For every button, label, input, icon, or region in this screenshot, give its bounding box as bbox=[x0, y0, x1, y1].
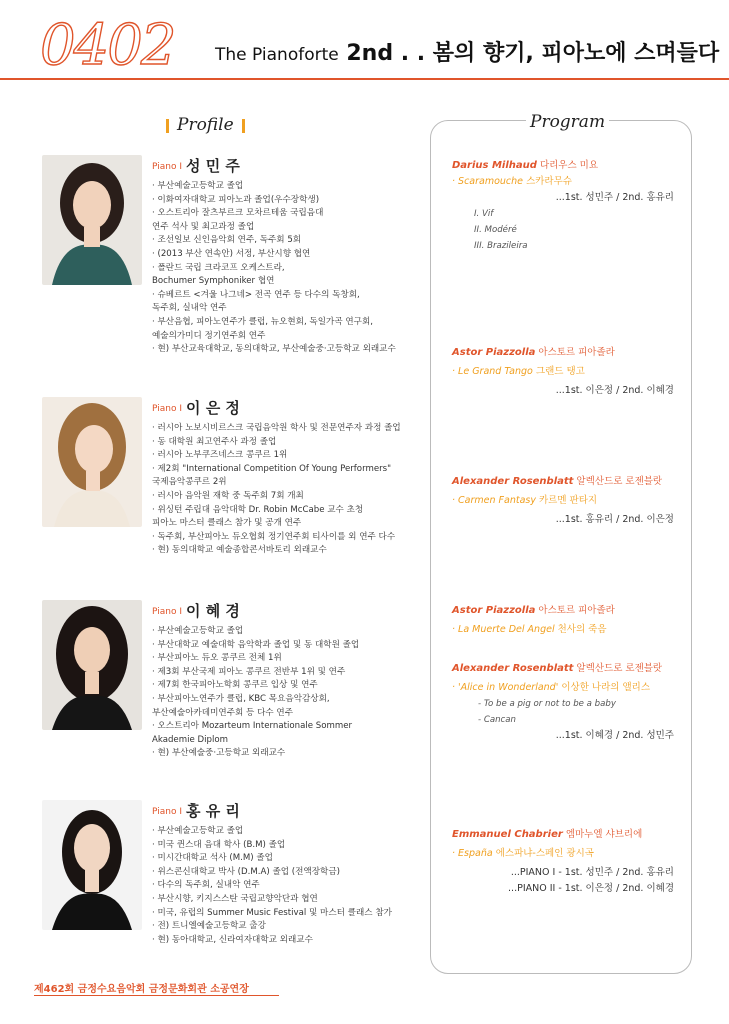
program-item-5 bbox=[452, 661, 692, 744]
composer-name: Darius Milhaud bbox=[452, 160, 537, 171]
composer bbox=[452, 603, 692, 619]
profile-card-1 bbox=[42, 155, 427, 355]
title-english: The Pianoforte bbox=[215, 45, 339, 65]
bio-item: 국제음악콩쿠르 2위 bbox=[152, 477, 227, 488]
movement: II. Modéré bbox=[474, 225, 517, 235]
composer bbox=[452, 827, 692, 843]
composer-name-ko: 아스토르 피아졸라 bbox=[538, 605, 615, 616]
composer-name: Emmanuel Chabrier bbox=[452, 829, 563, 840]
profile-card-4 bbox=[42, 800, 427, 950]
footer-divider bbox=[34, 995, 279, 996]
performers: ...PIANO I - 1st. 성민주 / 2nd. 홍유리 bbox=[510, 867, 674, 878]
name-text: 성 민 주 bbox=[185, 157, 240, 175]
bio-item: · 현) 동의대학교 예술종합콘서바토리 외래교수 bbox=[152, 545, 327, 556]
bio-item: · 현) 동아대학교, 신라여자대학교 외래교수 bbox=[152, 934, 313, 945]
work-name: · 'Alice in Wonderland' bbox=[452, 682, 559, 693]
name-text: 이 은 정 bbox=[185, 399, 240, 417]
bio-item: Akademie Diplom bbox=[152, 734, 228, 745]
portrait-photo bbox=[42, 397, 142, 527]
work-title bbox=[452, 493, 692, 509]
work-name: · Scaramouche bbox=[452, 176, 524, 187]
bio-item: · 미시간대학교 석사 (M.M) 졸업 bbox=[152, 853, 273, 864]
movement: I. Vif bbox=[474, 209, 494, 219]
heading-bar-right bbox=[242, 119, 245, 133]
program-item-1 bbox=[452, 158, 692, 254]
work-title bbox=[452, 846, 692, 862]
work-name: · Carmen Fantasy bbox=[452, 495, 536, 506]
work-name: · Le Grand Tango bbox=[452, 366, 533, 377]
composer-name-ko: 아스토르 피아졸라 bbox=[538, 347, 615, 358]
bio-item: · 제3회 부산국제 피아노 콩쿠르 전반부 1위 및 연주 bbox=[152, 666, 346, 677]
bio-item: · 조선일보 신인음악회 연주, 독주회 5회 bbox=[152, 235, 302, 246]
performers: ...PIANO II - 1st. 이은정 / 2nd. 이혜경 bbox=[508, 883, 674, 894]
portrait-photo bbox=[42, 600, 142, 730]
bio-item: 독주회, 실내악 연주 bbox=[152, 303, 227, 314]
composer-name: Alexander Rosenblatt bbox=[452, 663, 574, 674]
bio-list bbox=[152, 825, 432, 947]
bio-item: Bochumer Symphoniker 협연 bbox=[152, 276, 275, 287]
performer-name bbox=[152, 397, 432, 418]
program-heading: Program bbox=[526, 112, 609, 132]
composer bbox=[452, 474, 692, 490]
work-title bbox=[452, 174, 692, 190]
program-item-4 bbox=[452, 603, 692, 638]
performers: ...1st. 이혜경 / 2nd. 성민주 bbox=[555, 730, 674, 741]
work-title bbox=[452, 622, 692, 638]
bio-item: · 다수의 독주회, 실내악 연주 bbox=[152, 880, 260, 891]
bio-item: · 제7회 한국피아노학회 콩쿠르 입상 및 연주 bbox=[152, 680, 318, 691]
title-korean: 2nd . . 봄의 향기, 피아노에 스며들다 bbox=[338, 41, 720, 66]
work-name-ko: 스카라무슈 bbox=[526, 176, 572, 187]
footer-venue: 제462회 금정수요음악회 금정문화회관 소공연장 bbox=[34, 984, 249, 995]
program-item-3 bbox=[452, 474, 692, 528]
bio-item: · 부산예술고등학교 졸업 bbox=[152, 626, 244, 636]
role-label: Piano I bbox=[152, 806, 182, 817]
composer-name: Astor Piazzolla bbox=[452, 605, 536, 616]
work-name-ko: 천사의 죽음 bbox=[557, 624, 607, 635]
bio-item: · 오스트리아 Mozarteum Internationale Sommer bbox=[152, 721, 353, 732]
bio-item: · 부산시향, 키지스스탄 국립교향악단과 협연 bbox=[152, 893, 318, 904]
concert-number: 0402 bbox=[40, 13, 175, 78]
bio-item: · 위스콘신대학교 박사 (D.M.A) 졸업 (전액장학금) bbox=[152, 866, 341, 877]
bio-item: · 오스트리아 잘츠부르크 모차르테움 국립음대 bbox=[152, 208, 324, 219]
bio-item: · 독주회, 부산피아노 듀오협회 정기연주회 티사이를 외 연주 다수 bbox=[152, 531, 396, 542]
role-label: Piano I bbox=[152, 606, 182, 617]
header-divider bbox=[0, 78, 729, 80]
program-item-2 bbox=[452, 345, 692, 399]
movement: - Cancan bbox=[478, 715, 516, 725]
bio-item: · 부산대학교 예술대학 음악학과 졸업 및 동 대학원 졸업 bbox=[152, 639, 360, 650]
program-item-6 bbox=[452, 827, 692, 897]
bio-item: · 동 대학원 최고연주사 과정 졸업 bbox=[152, 436, 277, 447]
composer bbox=[452, 158, 692, 174]
bio-item: · 슈베르트 <겨울 나그네> 전곡 연주 등 다수의 독창회, bbox=[152, 289, 360, 300]
profile-card-2 bbox=[42, 397, 427, 567]
composer-name: Astor Piazzolla bbox=[452, 347, 536, 358]
work-title bbox=[452, 364, 692, 380]
bio-item: · 부산피아노 듀오 콩쿠르 전체 1위 bbox=[152, 653, 282, 664]
bio-item: · 미국 퀸스대 음대 학사 (B.M) 졸업 bbox=[152, 839, 286, 850]
portrait-photo bbox=[42, 800, 142, 930]
work-name-ko: 카르멘 판타지 bbox=[539, 495, 598, 506]
portrait-photo bbox=[42, 155, 142, 285]
heading-bar-left bbox=[166, 119, 169, 133]
bio-item: · 이화여자대학교 피아노과 졸업(우수장학생) bbox=[152, 194, 320, 205]
role-label: Piano I bbox=[152, 403, 182, 414]
bio-item: · 폴란드 국립 크라코프 오케스트라, bbox=[152, 262, 285, 273]
movement: III. Brazileira bbox=[474, 241, 528, 251]
profile-heading-text: Profile bbox=[177, 115, 234, 135]
bio-item: · 제2회 "International Competition Of Young Performers" bbox=[152, 463, 392, 474]
composer-name-ko: 알렉산드로 로젠블랏 bbox=[576, 476, 663, 487]
bio-item: · 전) 트니엘예술고등학교 출강 bbox=[152, 921, 266, 932]
performers: ...1st. 이은정 / 2nd. 이혜경 bbox=[555, 385, 674, 396]
name-text: 이 혜 경 bbox=[185, 602, 240, 620]
composer bbox=[452, 661, 692, 677]
role-label: Piano I bbox=[152, 161, 182, 172]
bio-item: · 위싱턴 주립대 음악대학 Dr. Robin McCabe 교수 초청 bbox=[152, 504, 364, 515]
bio-list bbox=[152, 180, 432, 357]
bio-list bbox=[152, 422, 432, 558]
bio-item: · 미국, 유럽의 Summer Music Festival 및 마스터 클래스 참가 bbox=[152, 907, 392, 918]
movement: - To be a pig or not to be a baby bbox=[478, 699, 616, 709]
bio-item: 부산예술아카데미연주회 등 다수 연주 bbox=[152, 707, 294, 718]
bio-item: · 부산음협, 피아노연주가 클럽, 뉴오현회, 독일가곡 연구회, bbox=[152, 316, 373, 327]
work-name: · La Muerte Del Angel bbox=[452, 624, 555, 635]
bio-item: · 부산피아노연주가 클럽, KBC 목요음악감상회, bbox=[152, 693, 330, 704]
performers: ...1st. 홍유리 / 2nd. 이은정 bbox=[555, 514, 674, 525]
bio-item: · 부산예술고등학교 졸업 bbox=[152, 181, 244, 191]
profile-card-3 bbox=[42, 600, 427, 770]
bio-item: · (2013 부산 연속안) 서정, 부산시향 협연 bbox=[152, 248, 311, 259]
bio-item: 예술의가미디 정기연주회 연주 bbox=[152, 330, 266, 341]
bio-item: · 현) 부산교육대학교, 동의대학교, 부산예술중·고등학교 외래교수 bbox=[152, 344, 396, 355]
bio-item: 피아노 마스터 클래스 참가 및 공개 연주 bbox=[152, 518, 302, 529]
bio-item: · 러시아 노보시비르스크 국립음악원 학사 및 전문연주자 과정 졸업 bbox=[152, 423, 401, 433]
work-name: · España bbox=[452, 848, 493, 859]
work-name-ko: 이상한 나라의 앨리스 bbox=[561, 682, 650, 693]
composer-name: Alexander Rosenblatt bbox=[452, 476, 574, 487]
performer-name bbox=[152, 600, 432, 621]
work-title bbox=[452, 680, 692, 696]
work-name-ko: 에스파냐-스페인 광시곡 bbox=[495, 848, 594, 859]
performer-name bbox=[152, 155, 432, 176]
composer-name-ko: 엠마누엘 샤브리에 bbox=[565, 829, 643, 840]
composer-name-ko: 다리우스 미요 bbox=[539, 160, 599, 171]
performers: ...1st. 성민주 / 2nd. 홍유리 bbox=[555, 192, 674, 203]
page-title bbox=[215, 36, 719, 67]
profile-heading bbox=[158, 115, 253, 135]
bio-item: · 러시아 노부쿠즈네스크 콩쿠르 1위 bbox=[152, 450, 288, 461]
bio-item: 연주 석사 및 최고과정 졸업 bbox=[152, 221, 255, 232]
work-name-ko: 그랜드 탱고 bbox=[535, 366, 585, 377]
bio-item: · 러시아 음악원 재학 중 독주회 7회 개최 bbox=[152, 490, 304, 501]
bio-list bbox=[152, 625, 432, 761]
name-text: 홍 유 리 bbox=[185, 802, 240, 820]
composer bbox=[452, 345, 692, 361]
performer-name bbox=[152, 800, 432, 821]
composer-name-ko: 알렉산드로 로젠블랏 bbox=[576, 663, 663, 674]
bio-item: · 현) 부산예술중·고등학교 외래교수 bbox=[152, 748, 286, 759]
bio-item: · 부산예술고등학교 졸업 bbox=[152, 826, 244, 836]
